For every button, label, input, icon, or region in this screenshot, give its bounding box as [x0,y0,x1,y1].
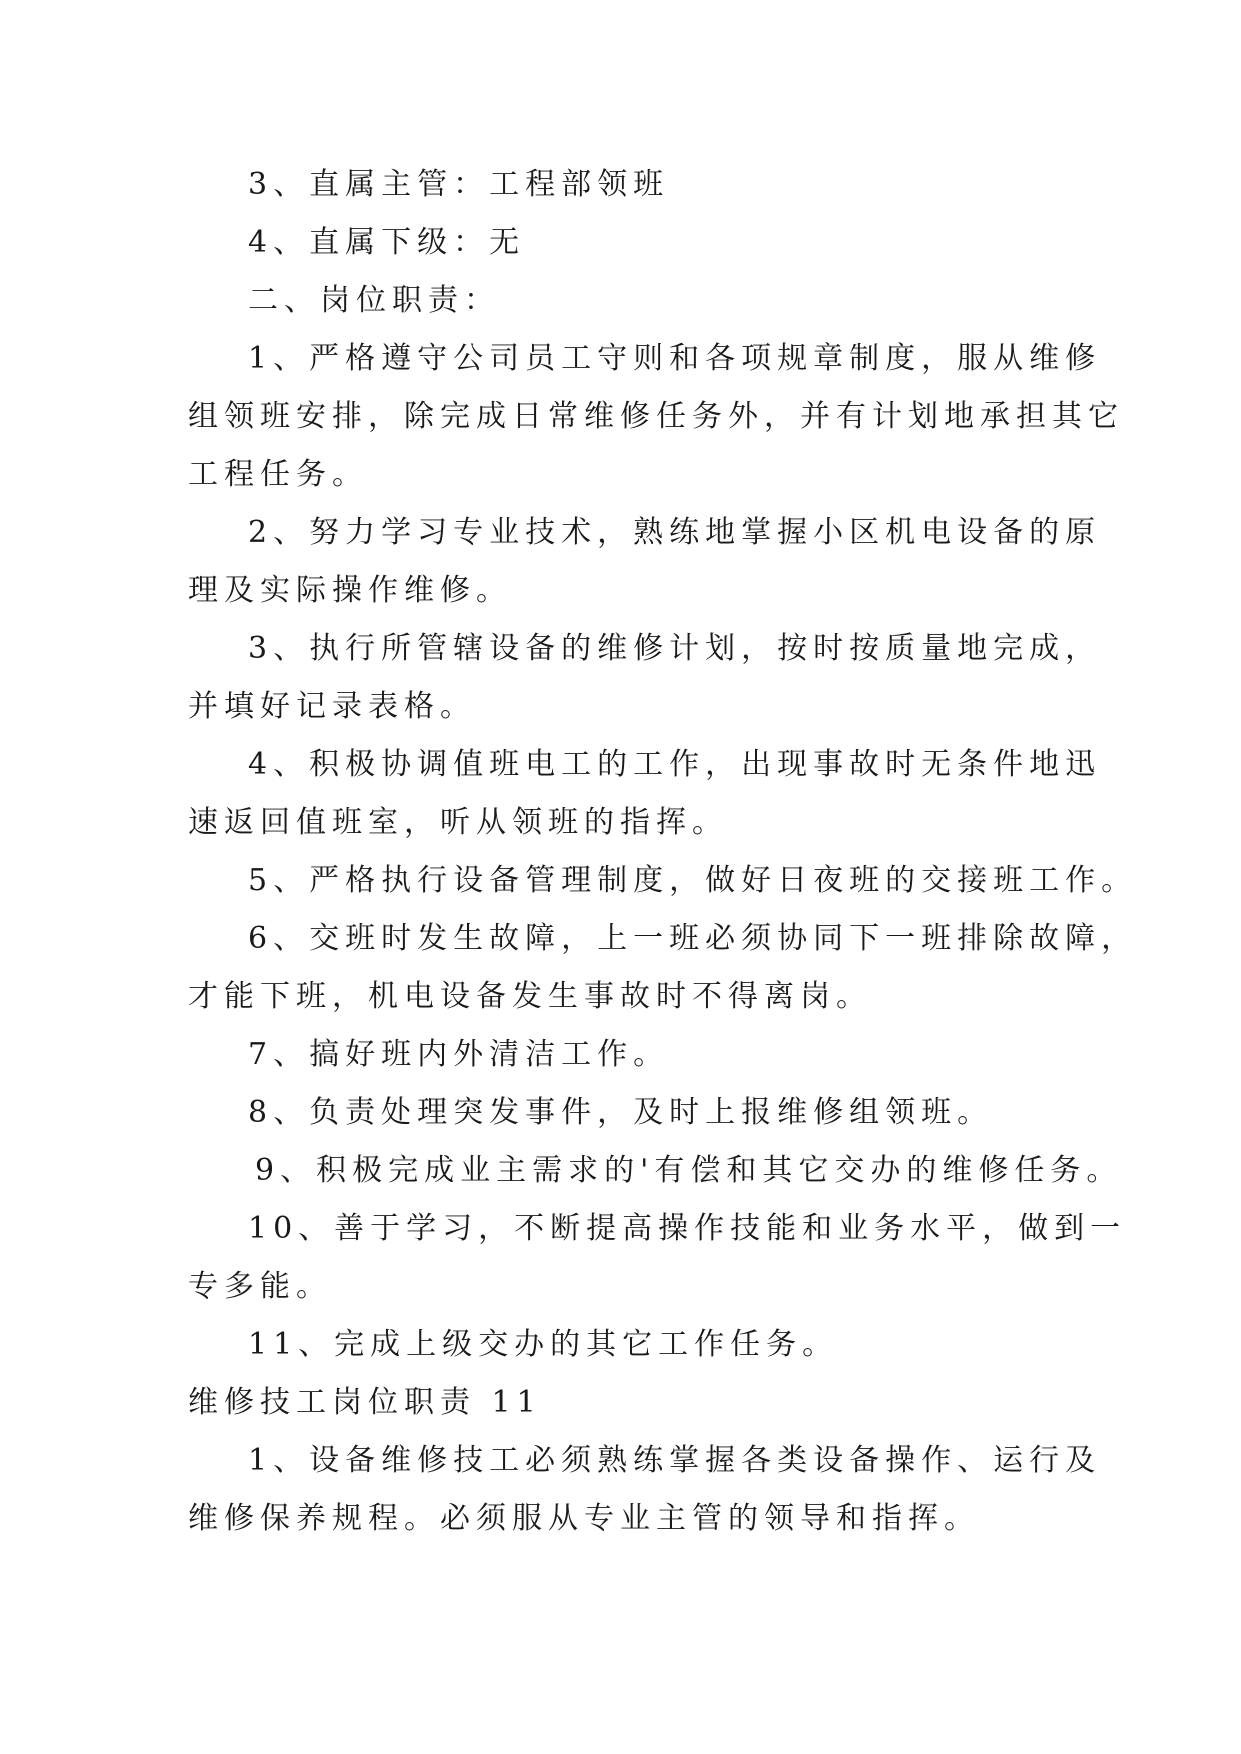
text-line: 8、负责处理突发事件，及时上报维修组领班。 [248,1095,994,1130]
text-line: 专多能。 [188,1269,332,1304]
section-heading: 二、岗位职责： [248,283,500,318]
text-line: 维修保养规程。必须服从专业主管的领导和指挥。 [188,1501,980,1536]
text-line: 10、善于学习，不断提高操作技能和业务水平，做到一 [248,1211,1127,1246]
text-line: 4、积极协调值班电工的工作，出现事故时无条件地迅 [248,747,1102,782]
text-line: 组领班安排，除完成日常维修任务外，并有计划地承担其它 [188,399,1124,434]
text-line: 并填好记录表格。 [188,689,476,724]
text-line: 2、努力学习专业技术，熟练地掌握小区机电设备的原 [248,515,1102,550]
text-line: 3、执行所管辖设备的维修计划，按时按质量地完成， [248,631,1102,666]
text-line: 11、完成上级交办的其它工作任务。 [248,1327,839,1362]
text-line: 1、设备维修技工必须熟练掌握各类设备操作、运行及 [248,1443,1102,1478]
text-line: 才能下班，机电设备发生事故时不得离岗。 [188,979,872,1014]
section-title: 维修技工岗位职责 11 [188,1385,542,1420]
text-line: 7、搞好班内外清洁工作。 [248,1037,670,1072]
text-line: 9、积极完成业主需求的'有偿和其它交办的维修任务。 [255,1153,1123,1188]
text-line: 6、交班时发生故障，上一班必须协同下一班排除故障， [248,921,1138,956]
text-line: 理及实际操作维修。 [188,573,512,608]
text-line: 5、严格执行设备管理制度，做好日夜班的交接班工作。 [248,863,1138,898]
text-line: 速返回值班室，听从领班的指挥。 [188,805,728,840]
text-line: 1、严格遵守公司员工守则和各项规章制度，服从维修 [248,341,1102,376]
text-line: 工程任务。 [188,457,368,492]
text-line: 4、直属下级：无 [248,225,526,260]
text-line: 3、直属主管：工程部领班 [248,167,670,202]
